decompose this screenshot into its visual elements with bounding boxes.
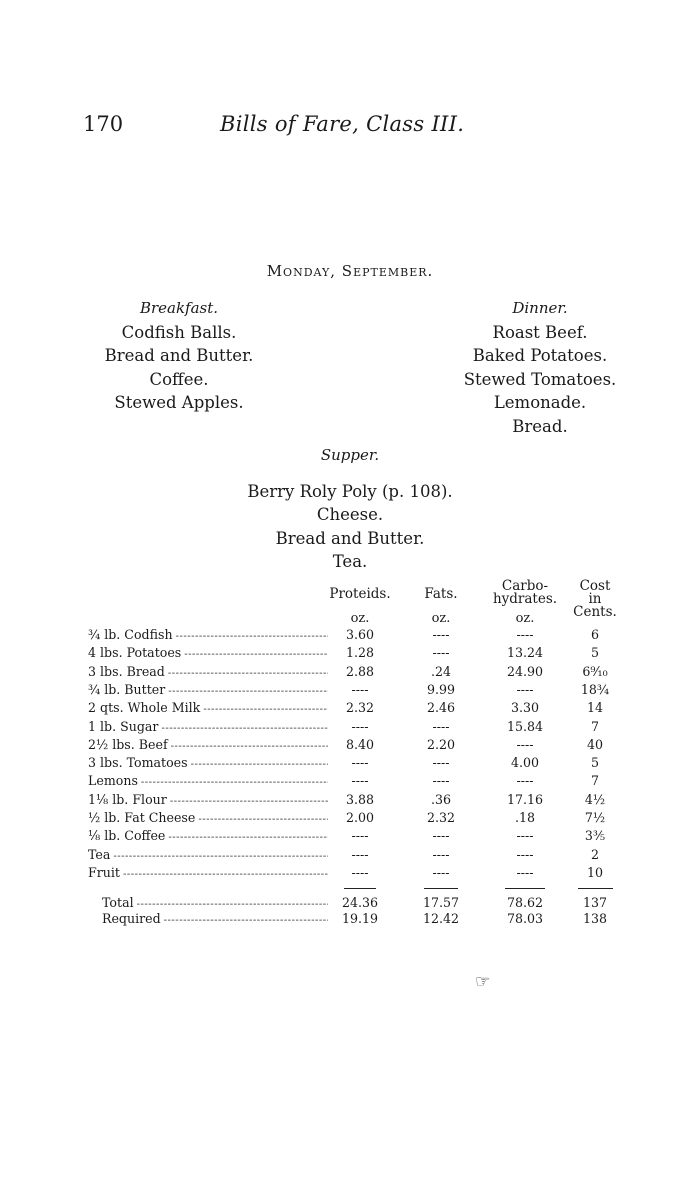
row-carbo: 3.30	[510, 700, 540, 716]
row-cost: 2	[590, 846, 599, 862]
row-proteids: 2.32	[345, 700, 375, 716]
dinner-title: Dinner.	[512, 299, 568, 317]
required-row	[0, 911, 700, 929]
row-fats: 9.99	[426, 681, 456, 697]
row-cost: 18¾	[580, 681, 610, 697]
row-fats: ----	[432, 718, 450, 734]
row-item: 2 qts. Whole Milk -----	[88, 700, 328, 715]
table-row	[0, 627, 700, 645]
row-carbo: ----	[516, 627, 534, 642]
row-carbo: 17.16	[506, 791, 544, 807]
supper-menu	[200, 444, 500, 574]
supper-item: Bread and Butter.	[275, 528, 425, 548]
supper-item: Berry Roly Poly (p. 108).	[247, 481, 453, 501]
dinner-item: Roast Beef.	[492, 322, 588, 342]
row-carbo: ----	[516, 773, 534, 789]
page-number: 170	[83, 112, 124, 136]
table-row	[0, 700, 700, 718]
breakfast-title: Breakfast.	[139, 299, 219, 317]
row-item: Lemons -----	[88, 773, 328, 788]
table-row	[0, 645, 700, 663]
col-header-carbo	[480, 580, 570, 606]
unit-proteids: oz.	[350, 611, 370, 626]
row-item: 3 lbs. Tomatoes -----	[88, 755, 328, 770]
row-carbo: 13.24	[506, 645, 544, 661]
row-fats: 2.32	[426, 810, 456, 825]
col-header-fats: Fats.	[424, 586, 458, 602]
row-cost: 5	[590, 645, 599, 661]
row-carbo: 4.00	[510, 755, 540, 771]
row-item: 2½ lbs. Beef -----	[88, 737, 328, 752]
row-cost: 6⁹⁄₁₀	[582, 663, 608, 679]
col-header-cost	[565, 580, 625, 619]
day-heading: Monday, September.	[266, 262, 434, 280]
dinner-menu	[455, 297, 625, 438]
row-item: Fruit -----	[88, 865, 328, 880]
breakfast-item: Bread and Butter.	[104, 346, 254, 365]
row-item: ½ lb. Fat Cheese -----	[88, 810, 328, 825]
row-fats: ----	[432, 846, 450, 862]
total-label: Total -----	[102, 895, 328, 910]
col-header-carbo-line: Carbo-	[501, 578, 549, 594]
row-cost: 40	[586, 736, 604, 752]
col-header-cost-line: Cents.	[573, 604, 617, 620]
row-item: 4 lbs. Potatoes -----	[88, 645, 328, 660]
row-proteids: ----	[351, 846, 369, 862]
row-cost: 7	[590, 718, 599, 734]
total-fats: 17.57	[422, 895, 460, 910]
row-cost: 7½	[584, 810, 606, 825]
table-row	[0, 773, 700, 791]
row-proteids: 3.60	[345, 627, 375, 642]
row-fats: ----	[432, 864, 450, 880]
row-fats: ----	[432, 828, 450, 844]
row-proteids: ----	[351, 773, 369, 789]
breakfast-menu	[90, 297, 268, 415]
row-carbo: 15.84	[506, 718, 544, 734]
unit-fats: oz.	[431, 611, 451, 626]
table-row	[0, 755, 700, 773]
row-item: 1 lb. Sugar -----	[88, 719, 328, 734]
row-cost: 5	[590, 755, 599, 771]
pointing-hand-icon: ☞	[475, 972, 491, 992]
row-proteids: 2.00	[345, 810, 375, 825]
breakfast-item: Codfish Balls.	[121, 322, 237, 342]
row-item: 1⅛ lb. Flour -----	[88, 792, 328, 807]
table-row	[0, 664, 700, 682]
row-item: ¾ lb. Butter -----	[88, 682, 328, 697]
row-proteids: ----	[351, 718, 369, 734]
row-fats: .36	[430, 791, 452, 807]
row-cost: 14	[586, 700, 604, 716]
table-row	[0, 865, 700, 883]
table-row	[0, 719, 700, 737]
supper-item: Tea.	[332, 552, 368, 571]
row-item: ¾ lb. Codfish -----	[88, 627, 328, 642]
unit-carbo: oz.	[515, 611, 535, 626]
required-label: Required -----	[102, 911, 328, 926]
row-carbo: 24.90	[506, 663, 544, 679]
row-carbo: ----	[516, 846, 534, 862]
row-fats: .24	[430, 663, 452, 679]
required-proteids: 19.19	[341, 911, 379, 926]
row-proteids: ----	[351, 681, 369, 697]
required-fats: 12.42	[422, 911, 460, 926]
total-proteids: 24.36	[341, 895, 379, 910]
row-fats: ----	[432, 627, 450, 642]
dinner-item: Stewed Tomatoes.	[463, 369, 617, 389]
row-proteids: 3.88	[345, 791, 375, 807]
table-row	[0, 737, 700, 755]
col-header-carbo-line: hydrates.	[492, 591, 558, 607]
row-cost: 10	[586, 864, 604, 880]
row-fats: ----	[432, 755, 450, 771]
row-carbo: ----	[516, 864, 534, 880]
row-cost: 4½	[584, 791, 606, 807]
row-item: ⅛ lb. Coffee -----	[88, 828, 328, 843]
breakfast-item: Stewed Apples.	[114, 393, 244, 412]
total-cost: 137	[582, 895, 608, 910]
row-carbo: ----	[516, 681, 534, 697]
supper-title: Supper.	[320, 446, 380, 464]
running-title: Bills of Fare, Class III.	[220, 112, 465, 136]
row-proteids: 2.88	[345, 663, 375, 679]
row-cost: 7	[590, 773, 599, 789]
col-header-cost-line: Cost	[579, 578, 611, 594]
row-proteids: ----	[351, 755, 369, 771]
supper-item: Cheese.	[316, 505, 384, 524]
table-row	[0, 847, 700, 865]
row-carbo: .18	[514, 810, 536, 825]
row-item: 3 lbs. Bread -----	[88, 664, 328, 679]
row-cost: 3⅗	[584, 828, 606, 844]
dinner-item: Baked Potatoes.	[472, 346, 608, 365]
table-row	[0, 682, 700, 700]
sum-rule	[344, 888, 376, 889]
required-cost: 138	[582, 911, 608, 926]
breakfast-item: Coffee.	[149, 369, 209, 389]
row-proteids: ----	[351, 864, 369, 880]
col-header-proteids: Proteids.	[329, 586, 391, 602]
row-fats: ----	[432, 645, 450, 661]
row-proteids: 8.40	[345, 736, 375, 752]
row-carbo: ----	[516, 828, 534, 844]
row-fats: 2.20	[426, 736, 456, 752]
sum-rule	[424, 888, 458, 889]
row-cost: 6	[590, 627, 599, 642]
dinner-item: Lemonade.	[493, 393, 587, 412]
sum-rule	[578, 888, 613, 889]
required-carbo: 78.03	[506, 911, 544, 926]
row-carbo: ----	[516, 736, 534, 752]
sum-rule	[505, 888, 545, 889]
col-header-cost-line: in	[588, 591, 602, 607]
table-row	[0, 810, 700, 828]
row-item: Tea -----	[88, 847, 328, 862]
total-carbo: 78.62	[506, 895, 544, 910]
row-fats: ----	[432, 773, 450, 789]
table-row	[0, 828, 700, 846]
table-row	[0, 792, 700, 810]
row-proteids: 1.28	[345, 645, 375, 661]
row-proteids: ----	[351, 828, 369, 844]
row-fats: 2.46	[426, 700, 456, 716]
dinner-item: Bread.	[512, 416, 568, 436]
